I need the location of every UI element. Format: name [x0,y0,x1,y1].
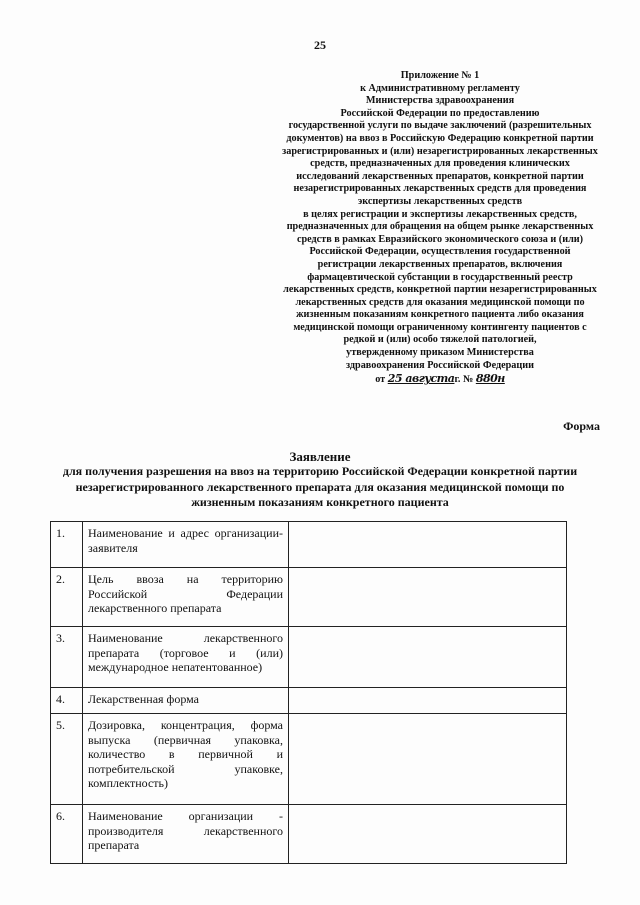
row-value-field[interactable] [289,568,567,627]
table-row [51,568,567,627]
appendix-line: утвержденному приказом Министерства [346,347,534,359]
appendix-line: фармацевтической субстанции в государственный реестр [307,271,573,283]
table-row [51,522,567,568]
row-value-field[interactable] [289,805,567,864]
appendix-line: зарегистрированных и (или) незарегистрированных лекарственных [282,145,598,157]
appendix-line: в целях регистрации и экспертизы лекарственных средств, [303,208,577,220]
row-number: 5. [51,714,83,805]
table-row [51,714,567,805]
row-number: 2. [51,568,83,627]
page-number: 25 [314,38,326,52]
document-title: Заявление [289,449,351,464]
appendix-line: регистрации лекарственных препаратов, включения [317,258,563,270]
document-subtitle [60,464,580,511]
row-value-field[interactable] [289,688,567,714]
appendix-line: Российской Федерации, осуществления государственной [309,246,571,258]
handwritten-date: 25 августа [387,372,455,386]
row-number: 1. [51,522,83,568]
appendix-line: жизненным показаниям конкретного пациента либо оказания [296,309,584,321]
table-row [51,688,567,714]
appendix-line: исследований лекарственных препаратов, конкретной партии [296,170,584,182]
appendix-line: незарегистрированных лекарственных средств для проведения [293,183,587,195]
appendix-line: предназначенных для обращения на общем рынке лекарственных [286,221,594,233]
appendix-line: государственной услуги по выдаче заключений (разрешительных [288,120,592,132]
appendix-line: документов) на ввоз в Российскую Федерацию конкретной партии [286,132,594,144]
appendix-line: экспертизы лекарственных средств [357,195,523,207]
appendix-header [280,70,600,387]
row-label: Лекарственная форма [83,688,289,714]
row-value-field[interactable] [289,714,567,805]
handwritten-order-number: 880н [475,372,505,386]
appendix-line: Российской Федерации по предоставлению [340,107,540,119]
appendix-line: лекарственных средств для оказания медицинской помощи по [295,296,585,308]
appendix-line: Приложение № 1 [400,70,480,81]
row-number: 3. [51,627,83,688]
appendix-line: средств в рамках Евразийского экономического союза и (или) [296,233,584,245]
appendix-line: медицинской помощи ограниченному контингенту пациентов с [293,321,587,333]
row-label: Наименование и адрес организации-заявителя [83,522,289,568]
appendix-line: лекарственных средств, конкретной партии незарегистрированных [283,284,597,296]
form-label: Форма [563,419,600,433]
subtitle-line: жизненным показаниям конкретного пациента [191,495,449,509]
row-label: Дозировка, концентрация, форма выпуска (первичная упаковка, количество в первичной и потребительской упаковке, комплектность) [83,714,289,805]
row-value-field[interactable] [289,627,567,688]
order-date-line [280,373,600,387]
row-label: Наименование лекарственного препарата (торговое и (или) международное непатентованное) [83,627,289,688]
row-number: 6. [51,805,83,864]
row-label: Цель ввоза на территорию Российской Федерации лекарственного препарата [83,568,289,627]
subtitle-line: незарегистрированного лекарственного препарата для оказания медицинской помощи по [75,479,565,494]
date-prefix: от [375,374,386,386]
row-value-field[interactable] [289,522,567,568]
appendix-line: Министерства здравоохранения [365,95,515,107]
appendix-line: редкой и (или) особо тяжелой патологией, [343,334,537,346]
appendix-line: к Административному регламенту [360,82,520,94]
subtitle-line: для получения разрешения на ввоз на территорию Российской Федерации конкретной партии [62,464,578,478]
appendix-line: здравоохранения Российской Федерации [345,359,535,371]
row-number: 4. [51,688,83,714]
table-row [51,805,567,864]
application-table [50,521,567,864]
appendix-line: средств, предназначенных для проведения клинических [310,158,570,170]
table-row [51,627,567,688]
date-year-suffix: г. № [454,374,474,386]
row-label: Наименование организации - производителя лекарственного препарата [83,805,289,864]
